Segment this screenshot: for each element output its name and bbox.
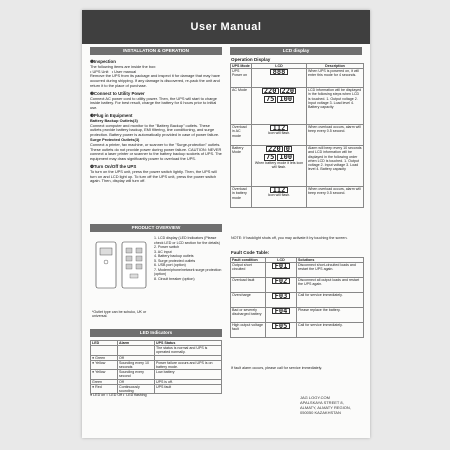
op-header: UPS Mode — [232, 64, 250, 68]
led-header: Alarm — [118, 341, 155, 346]
address-line: APALSKAYA STREET 8, — [300, 400, 344, 405]
led-cell: ● Green — [91, 355, 118, 360]
fault-lcd — [266, 323, 297, 338]
op-mode: Overload in battery mode — [231, 187, 252, 208]
op-mode: Battery Mode — [231, 146, 252, 187]
table-row — [231, 323, 364, 338]
fault-code: F01 — [272, 263, 291, 269]
plug-heading: ❸Plug in Equipment — [90, 112, 133, 118]
ups-illustration — [92, 236, 152, 306]
led-cell: ● Yellow — [91, 370, 118, 379]
lcd-digits: 75 — [265, 153, 275, 162]
led-cell: ● Red — [91, 384, 118, 393]
fault-table — [230, 257, 364, 338]
fault-note: If fault alarm occurs, please call for service immediately. — [231, 366, 323, 370]
lcd-digits: 112 — [270, 187, 289, 193]
op-header: Description — [307, 64, 364, 69]
address-line: 050050 KAZAKHSTAN — [300, 410, 341, 415]
table-row — [231, 293, 364, 308]
op-mode: AC Mode — [231, 88, 252, 125]
led-status: UPS is off. — [155, 379, 222, 384]
led-alarm — [118, 346, 155, 355]
led-status: Low battery — [155, 370, 222, 379]
overview-label: 4. Battery backup outlets — [154, 254, 194, 258]
lcd-digits: 75 — [265, 95, 275, 104]
overview-label: 3. AC input — [154, 249, 172, 254]
led-table — [90, 340, 222, 394]
lcd-cell — [252, 187, 307, 208]
led-header: LED — [91, 341, 118, 346]
op-header: LCD — [252, 64, 307, 69]
lcd-digits: 888 — [270, 69, 289, 75]
title-bar — [82, 10, 370, 44]
box-item: • User manual — [111, 68, 137, 74]
fault-condition: Overload fault — [231, 278, 266, 293]
lcd-digits: 220 — [281, 87, 295, 96]
op-desc: Alarm will beep every 10 seconds and LCD information will be displayed in the following order when LCD is touched. 1. Output voltage 2. Input voltage 3. Load level 4. Battery capacity — [307, 146, 364, 187]
connect-text: Connect AC power cord to utility power. Then, the UPS will start to charge inside battery. For best result, charge the battery for 6 hours prior to initial use. — [90, 95, 217, 111]
lcd-cell — [252, 69, 307, 88]
overview-label: 6. USB port (option) — [154, 263, 186, 267]
section-led-header: LED Indicators — [90, 329, 222, 337]
table-row — [231, 278, 364, 293]
lcd-digits: 220 — [268, 145, 281, 154]
led-alarm: Off — [118, 379, 155, 384]
inspection-heading: ❶Inspection — [90, 59, 116, 64]
table-row — [91, 346, 222, 355]
lcd-digits: 220 — [263, 87, 277, 96]
surge-text: Connect a printer, fax machine, or scanner to the "Surge-protection" outlets. These outlets do not provide power during power failure. CAUTION: NEVER connect a laser printer or scanner to the battery backup sockets of UPS. The equipment may draw significantly power to overload the UPS. — [90, 141, 222, 162]
table-row — [231, 308, 364, 323]
page-title: User Manual — [190, 21, 262, 33]
led-legend: ● LED on ○ LED Off ◐ LED flashing — [90, 393, 147, 397]
lcd-caption: When battery mode it lets icon will flash. — [254, 160, 304, 169]
fault-lcd — [266, 263, 297, 278]
fault-code: F02 — [272, 278, 291, 284]
lcd-digits: 100 — [279, 153, 293, 162]
backup-heading: Battery Backup Outlets(3) — [90, 117, 138, 123]
table-row — [231, 69, 364, 88]
lcd-digits: 112 — [270, 125, 289, 131]
fault-condition: Bad or severely discharged battery — [231, 308, 266, 323]
fault-code: F05 — [272, 323, 291, 329]
lcd-note: NOTE: If backlight shuts off, you may activate it by touching the screen. — [231, 236, 348, 240]
table-row — [231, 146, 364, 187]
connect-heading: ❷Connect to Utility Power — [90, 90, 145, 96]
overview-label: 5. Surge protected outlets — [154, 258, 196, 263]
overview-label: 8. Circuit breaker (option) — [154, 276, 195, 281]
table-row — [231, 263, 364, 278]
table-row — [91, 370, 222, 379]
fault-header: LCD — [266, 258, 297, 263]
inspection-text: The following items are inside the box: — [90, 63, 157, 69]
fault-condition: High output voltage fault — [231, 323, 266, 338]
fault-condition: Output short circuited — [231, 263, 266, 278]
section-install-header: INSTALLATION & OPERATION — [90, 47, 222, 55]
overview-label: 1. LCD display (LED Indicators (Please check LED or LCD section for the details) — [154, 236, 220, 245]
fault-header: Solutions — [297, 258, 364, 263]
lcd-cell — [252, 146, 307, 187]
backup-text: Connect computer and monitor to the "Battery Backup" outlets. These outlets provide battery backup, EMI filtering, line conditioning, and surge protection. Battery power is automatically provided in case of power failure. — [90, 122, 220, 138]
led-cell: ● Yellow — [91, 360, 118, 369]
led-alarm: Sounding every second — [118, 370, 155, 379]
fault-code: F03 — [272, 293, 291, 299]
led-status: UPS fault — [155, 384, 222, 393]
op-mode: UPS Power on — [231, 69, 252, 88]
fault-condition: Overcharge — [231, 293, 266, 308]
fault-lcd — [266, 293, 297, 308]
fault-title: Fault Code Table: — [231, 250, 270, 255]
table-row — [231, 187, 364, 208]
lcd-cell — [252, 125, 307, 146]
fault-lcd — [266, 278, 297, 293]
led-cell — [91, 346, 118, 355]
led-cell: Green — [91, 379, 118, 384]
fault-lcd — [266, 308, 297, 323]
lcd-caption: Icon will flash. — [267, 193, 291, 198]
inspection-text-2: Remove the UPS from its package and inspect it for damage that may have occurred during shipping. If any damage is discovered, re-pack the unit and return it to the place of purchase. — [90, 73, 220, 88]
led-status: The status is normal and UPS is operated normally. — [155, 346, 222, 355]
led-header: UPS Status — [155, 341, 222, 346]
operation-display-title: Operation Display — [231, 57, 271, 62]
op-desc: LCD information will be displayed in the following steps when LCD is touched. 1. Output voltage 2. Input voltage 3. Load level 4. Battery capacity — [307, 88, 364, 125]
product-diagram — [92, 236, 152, 306]
op-mode: Overload in AC mode — [231, 125, 252, 146]
section-lcd-header: LCD display — [230, 47, 362, 55]
address-line: ALMATY, ALMATY REGION, — [300, 405, 351, 410]
lcd-caption: Icon will flash. — [267, 131, 291, 136]
lcd-cell — [252, 88, 307, 125]
address-line: JAG LOGY.COM — [300, 395, 330, 400]
surge-heading: Surge Protected Outlets(3) — [90, 136, 140, 142]
fault-solution: Call for service immediately. — [297, 323, 364, 338]
table-row — [231, 125, 364, 146]
fault-header: Fault condition — [231, 258, 266, 263]
overview-label: 7. Modem/phone/network surge protection (option) — [154, 267, 222, 276]
outlet-note: *Outlet type can be schuko, UK or universal. — [92, 310, 147, 319]
footer-address — [300, 395, 351, 415]
fault-code: F04 — [272, 308, 291, 314]
table-row — [91, 360, 222, 369]
led-status: Power failure occurs and UPS is on battery mode. — [155, 360, 222, 369]
fault-solution: Disconnect all output loads and restart the UPS again. — [297, 278, 364, 293]
fault-solution: Please replace the battery. — [297, 308, 364, 323]
table-row — [231, 88, 364, 125]
op-desc: When overload occurs, alarm will beep every 0.5 second. — [307, 187, 364, 208]
lcd-digits: 0 — [285, 145, 290, 154]
box-item: • UPS Unit — [90, 68, 109, 74]
op-desc: When UPS is powered on, it will enter this mode for 4 seconds. — [307, 69, 364, 88]
overview-label: 2. Power switch — [154, 245, 180, 249]
lcd-digits: 100 — [279, 95, 293, 104]
op-desc: When overload occurs, alarm will beep every 0.5 second. — [307, 125, 364, 146]
section-overview-header: PRODUCT OVERVIEW — [90, 224, 222, 232]
fault-solution: Call for service immediately. — [297, 293, 364, 308]
led-alarm: Continuously sounding — [118, 384, 155, 393]
led-alarm: Off — [118, 355, 155, 360]
operation-table — [230, 63, 364, 208]
fault-solution: Disconnect short-circuited loads and restart the UPS again. — [297, 263, 364, 278]
led-alarm: Sounding every 10 seconds — [118, 360, 155, 369]
install-text — [90, 57, 222, 184]
turn-text: To turn on the UPS unit, press the power switch lightly. Then, the UPS will turn on and LCD light up. To turn off the UPS unit, press the power switch again. Then, display will turn off. — [90, 168, 217, 184]
manual-page — [82, 10, 370, 438]
turn-heading: ❹Turn On/Off the UPS — [90, 163, 137, 169]
overview-labels — [154, 236, 222, 281]
